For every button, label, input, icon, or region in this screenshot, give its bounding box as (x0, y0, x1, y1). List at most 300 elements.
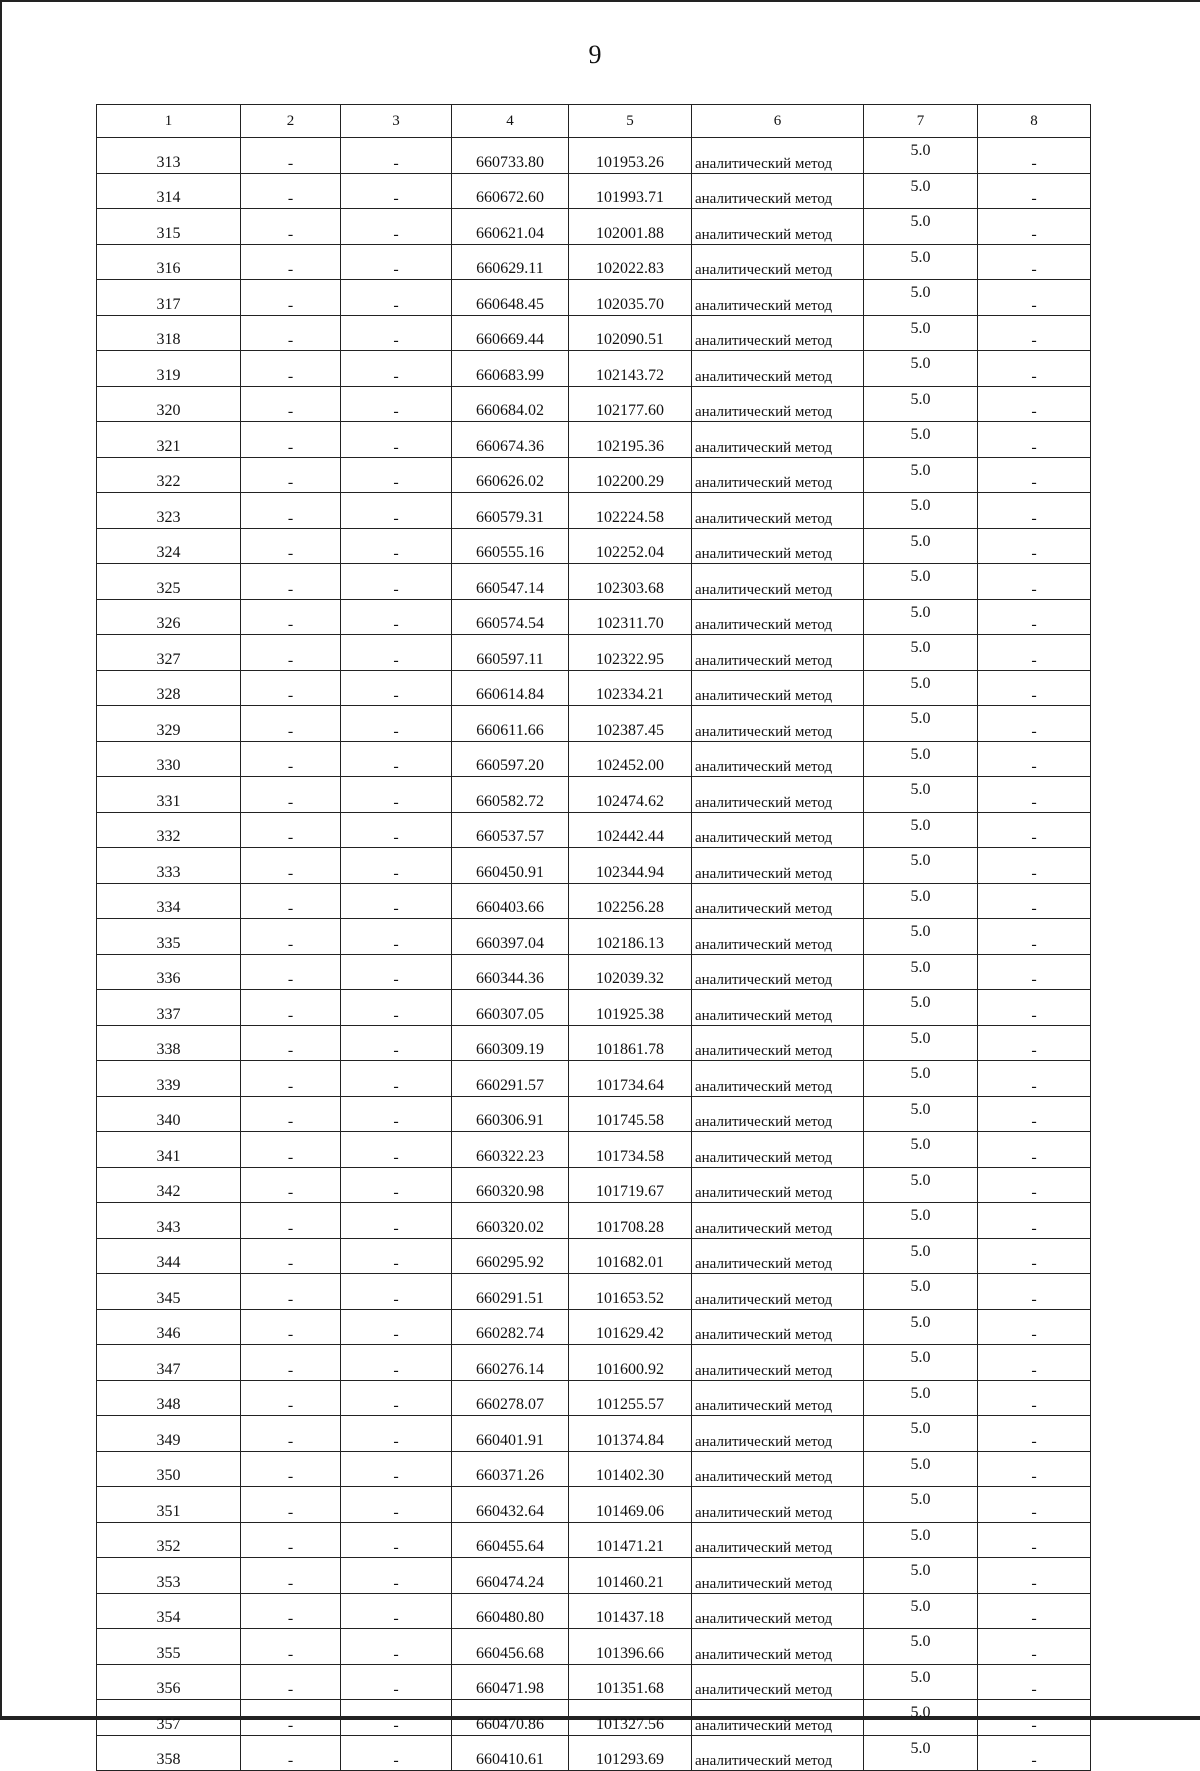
table-row (97, 954, 1091, 990)
col8-cell: - (978, 1025, 1091, 1061)
col8-cell: - (978, 919, 1091, 955)
col8-cell: - (978, 493, 1091, 529)
col3-cell: - (341, 1451, 452, 1487)
col3-cell: - (341, 315, 452, 351)
point-number-cell: 356 (97, 1664, 241, 1700)
point-number-cell: 354 (97, 1593, 241, 1629)
y-coordinate-cell: 102334.21 (569, 670, 692, 706)
table-row (97, 422, 1091, 458)
table-row (97, 1735, 1091, 1771)
point-number-cell: 336 (97, 954, 241, 990)
x-coordinate-cell: 660629.11 (452, 244, 569, 280)
accuracy-cell: 5.0 (864, 1238, 978, 1274)
column-header: 7 (864, 105, 978, 138)
col2-cell: - (241, 1203, 341, 1239)
x-coordinate-cell: 660455.64 (452, 1522, 569, 1558)
col8-cell: - (978, 457, 1091, 493)
col3-cell: - (341, 1593, 452, 1629)
method-cell: аналитический метод (692, 599, 864, 635)
table-row (97, 1025, 1091, 1061)
col3-cell: - (341, 1025, 452, 1061)
y-coordinate-cell: 101351.68 (569, 1664, 692, 1700)
table-row (97, 635, 1091, 671)
method-cell: аналитический метод (692, 280, 864, 316)
accuracy-cell: 5.0 (864, 1664, 978, 1700)
y-coordinate-cell: 101719.67 (569, 1167, 692, 1203)
accuracy-cell: 5.0 (864, 670, 978, 706)
accuracy-cell: 5.0 (864, 209, 978, 245)
col3-cell: - (341, 244, 452, 280)
accuracy-cell: 5.0 (864, 138, 978, 174)
col3-cell: - (341, 1664, 452, 1700)
y-coordinate-cell: 102344.94 (569, 848, 692, 884)
y-coordinate-cell: 101734.64 (569, 1061, 692, 1097)
point-number-cell: 326 (97, 599, 241, 635)
col2-cell: - (241, 670, 341, 706)
x-coordinate-cell: 660669.44 (452, 315, 569, 351)
y-coordinate-cell: 102200.29 (569, 457, 692, 493)
table-row (97, 1700, 1091, 1736)
accuracy-cell: 5.0 (864, 599, 978, 635)
y-coordinate-cell: 102311.70 (569, 599, 692, 635)
col2-cell: - (241, 741, 341, 777)
col8-cell: - (978, 1167, 1091, 1203)
x-coordinate-cell: 660582.72 (452, 777, 569, 813)
x-coordinate-cell: 660733.80 (452, 138, 569, 174)
point-number-cell: 340 (97, 1096, 241, 1132)
col8-cell: - (978, 1593, 1091, 1629)
accuracy-cell: 5.0 (864, 777, 978, 813)
table-row (97, 386, 1091, 422)
method-cell: аналитический метод (692, 741, 864, 777)
point-number-cell: 314 (97, 173, 241, 209)
point-number-cell: 349 (97, 1416, 241, 1452)
accuracy-cell: 5.0 (864, 280, 978, 316)
point-number-cell: 347 (97, 1345, 241, 1381)
accuracy-cell: 5.0 (864, 1735, 978, 1771)
col3-cell: - (341, 1203, 452, 1239)
col3-cell: - (341, 1345, 452, 1381)
col3-cell: - (341, 280, 452, 316)
column-header: 6 (692, 105, 864, 138)
point-number-cell: 332 (97, 812, 241, 848)
col3-cell: - (341, 173, 452, 209)
accuracy-cell: 5.0 (864, 351, 978, 387)
col2-cell: - (241, 635, 341, 671)
point-number-cell: 346 (97, 1309, 241, 1345)
accuracy-cell: 5.0 (864, 954, 978, 990)
point-number-cell: 351 (97, 1487, 241, 1523)
y-coordinate-cell: 102022.83 (569, 244, 692, 280)
col8-cell: - (978, 1522, 1091, 1558)
point-number-cell: 313 (97, 138, 241, 174)
method-cell: аналитический метод (692, 1238, 864, 1274)
x-coordinate-cell: 660579.31 (452, 493, 569, 529)
accuracy-cell: 5.0 (864, 919, 978, 955)
col2-cell: - (241, 528, 341, 564)
col2-cell: - (241, 1416, 341, 1452)
col2-cell: - (241, 493, 341, 529)
y-coordinate-cell: 101708.28 (569, 1203, 692, 1239)
y-coordinate-cell: 102001.88 (569, 209, 692, 245)
table-body (97, 138, 1091, 1771)
accuracy-cell: 5.0 (864, 635, 978, 671)
x-coordinate-cell: 660320.98 (452, 1167, 569, 1203)
col2-cell: - (241, 244, 341, 280)
point-number-cell: 342 (97, 1167, 241, 1203)
method-cell: аналитический метод (692, 1629, 864, 1665)
col2-cell: - (241, 315, 341, 351)
col3-cell: - (341, 741, 452, 777)
y-coordinate-cell: 101327.56 (569, 1700, 692, 1736)
y-coordinate-cell: 102035.70 (569, 280, 692, 316)
col8-cell: - (978, 173, 1091, 209)
x-coordinate-cell: 660403.66 (452, 883, 569, 919)
point-number-cell: 321 (97, 422, 241, 458)
col8-cell: - (978, 1274, 1091, 1310)
method-cell: аналитический метод (692, 315, 864, 351)
point-number-cell: 329 (97, 706, 241, 742)
table-row (97, 919, 1091, 955)
method-cell: аналитический метод (692, 1203, 864, 1239)
y-coordinate-cell: 101734.58 (569, 1132, 692, 1168)
col8-cell: - (978, 1629, 1091, 1665)
table-row (97, 209, 1091, 245)
table-row (97, 564, 1091, 600)
accuracy-cell: 5.0 (864, 1096, 978, 1132)
table-row (97, 741, 1091, 777)
col3-cell: - (341, 919, 452, 955)
accuracy-cell: 5.0 (864, 990, 978, 1026)
x-coordinate-cell: 660683.99 (452, 351, 569, 387)
col2-cell: - (241, 1025, 341, 1061)
y-coordinate-cell: 102039.32 (569, 954, 692, 990)
table-row (97, 1061, 1091, 1097)
table-row (97, 990, 1091, 1026)
col3-cell: - (341, 777, 452, 813)
y-coordinate-cell: 101374.84 (569, 1416, 692, 1452)
method-cell: аналитический метод (692, 777, 864, 813)
col8-cell: - (978, 883, 1091, 919)
table-row (97, 457, 1091, 493)
table-row (97, 1380, 1091, 1416)
table-row (97, 1309, 1091, 1345)
col3-cell: - (341, 138, 452, 174)
y-coordinate-cell: 102452.00 (569, 741, 692, 777)
x-coordinate-cell: 660537.57 (452, 812, 569, 848)
method-cell: аналитический метод (692, 990, 864, 1026)
col3-cell: - (341, 1522, 452, 1558)
col8-cell: - (978, 777, 1091, 813)
method-cell: аналитический метод (692, 1664, 864, 1700)
accuracy-cell: 5.0 (864, 173, 978, 209)
col8-cell: - (978, 599, 1091, 635)
method-cell: аналитический метод (692, 1309, 864, 1345)
col8-cell: - (978, 1487, 1091, 1523)
method-cell: аналитический метод (692, 1700, 864, 1736)
method-cell: аналитический метод (692, 1416, 864, 1452)
x-coordinate-cell: 660626.02 (452, 457, 569, 493)
col8-cell: - (978, 1061, 1091, 1097)
col2-cell: - (241, 173, 341, 209)
col3-cell: - (341, 1380, 452, 1416)
point-number-cell: 337 (97, 990, 241, 1026)
col3-cell: - (341, 1061, 452, 1097)
col8-cell: - (978, 954, 1091, 990)
accuracy-cell: 5.0 (864, 1451, 978, 1487)
table-row (97, 1558, 1091, 1594)
x-coordinate-cell: 660672.60 (452, 173, 569, 209)
x-coordinate-cell: 660410.61 (452, 1735, 569, 1771)
point-number-cell: 345 (97, 1274, 241, 1310)
col2-cell: - (241, 954, 341, 990)
col8-cell: - (978, 741, 1091, 777)
col8-cell: - (978, 812, 1091, 848)
table-row (97, 1238, 1091, 1274)
col2-cell: - (241, 1380, 341, 1416)
point-number-cell: 324 (97, 528, 241, 564)
col8-cell: - (978, 1451, 1091, 1487)
y-coordinate-cell: 102186.13 (569, 919, 692, 955)
col3-cell: - (341, 1096, 452, 1132)
method-cell: аналитический метод (692, 1380, 864, 1416)
table-row (97, 351, 1091, 387)
col2-cell: - (241, 1487, 341, 1523)
accuracy-cell: 5.0 (864, 1061, 978, 1097)
col3-cell: - (341, 848, 452, 884)
point-number-cell: 352 (97, 1522, 241, 1558)
point-number-cell: 333 (97, 848, 241, 884)
y-coordinate-cell: 101469.06 (569, 1487, 692, 1523)
col3-cell: - (341, 812, 452, 848)
y-coordinate-cell: 101460.21 (569, 1558, 692, 1594)
col2-cell: - (241, 1096, 341, 1132)
col8-cell: - (978, 351, 1091, 387)
method-cell: аналитический метод (692, 1451, 864, 1487)
col2-cell: - (241, 1522, 341, 1558)
x-coordinate-cell: 660611.66 (452, 706, 569, 742)
x-coordinate-cell: 660397.04 (452, 919, 569, 955)
point-number-cell: 331 (97, 777, 241, 813)
table-row (97, 244, 1091, 280)
col8-cell: - (978, 138, 1091, 174)
col2-cell: - (241, 1238, 341, 1274)
accuracy-cell: 5.0 (864, 564, 978, 600)
table-row (97, 1487, 1091, 1523)
accuracy-cell: 5.0 (864, 1522, 978, 1558)
y-coordinate-cell: 101255.57 (569, 1380, 692, 1416)
y-coordinate-cell: 101653.52 (569, 1274, 692, 1310)
scan-edge-left (0, 0, 2, 1720)
method-cell: аналитический метод (692, 1167, 864, 1203)
x-coordinate-cell: 660470.86 (452, 1700, 569, 1736)
x-coordinate-cell: 660295.92 (452, 1238, 569, 1274)
col2-cell: - (241, 386, 341, 422)
method-cell: аналитический метод (692, 422, 864, 458)
table-row (97, 173, 1091, 209)
col3-cell: - (341, 1238, 452, 1274)
point-number-cell: 341 (97, 1132, 241, 1168)
col3-cell: - (341, 1700, 452, 1736)
col3-cell: - (341, 990, 452, 1026)
x-coordinate-cell: 660401.91 (452, 1416, 569, 1452)
method-cell: аналитический метод (692, 635, 864, 671)
col2-cell: - (241, 1700, 341, 1736)
col8-cell: - (978, 990, 1091, 1026)
method-cell: аналитический метод (692, 493, 864, 529)
y-coordinate-cell: 102256.28 (569, 883, 692, 919)
col8-cell: - (978, 1558, 1091, 1594)
column-header: 4 (452, 105, 569, 138)
point-number-cell: 355 (97, 1629, 241, 1665)
y-coordinate-cell: 101293.69 (569, 1735, 692, 1771)
method-cell: аналитический метод (692, 1025, 864, 1061)
col2-cell: - (241, 990, 341, 1026)
page-number: 9 (588, 40, 602, 69)
method-cell: аналитический метод (692, 1345, 864, 1381)
y-coordinate-cell: 101471.21 (569, 1522, 692, 1558)
x-coordinate-cell: 660547.14 (452, 564, 569, 600)
y-coordinate-cell: 101629.42 (569, 1309, 692, 1345)
col3-cell: - (341, 1416, 452, 1452)
table-row (97, 1167, 1091, 1203)
y-coordinate-cell: 102090.51 (569, 315, 692, 351)
accuracy-cell: 5.0 (864, 1167, 978, 1203)
accuracy-cell: 5.0 (864, 1345, 978, 1381)
col3-cell: - (341, 883, 452, 919)
col8-cell: - (978, 1700, 1091, 1736)
method-cell: аналитический метод (692, 1593, 864, 1629)
y-coordinate-cell: 101925.38 (569, 990, 692, 1026)
col2-cell: - (241, 1274, 341, 1310)
col8-cell: - (978, 1309, 1091, 1345)
col3-cell: - (341, 422, 452, 458)
col2-cell: - (241, 1061, 341, 1097)
col8-cell: - (978, 706, 1091, 742)
y-coordinate-cell: 102143.72 (569, 351, 692, 387)
method-cell: аналитический метод (692, 528, 864, 564)
table-row (97, 1096, 1091, 1132)
col8-cell: - (978, 1416, 1091, 1452)
col2-cell: - (241, 848, 341, 884)
col2-cell: - (241, 1132, 341, 1168)
table-row (97, 1274, 1091, 1310)
table-row (97, 1451, 1091, 1487)
x-coordinate-cell: 660307.05 (452, 990, 569, 1026)
col2-cell: - (241, 422, 341, 458)
col8-cell: - (978, 635, 1091, 671)
col2-cell: - (241, 351, 341, 387)
col2-cell: - (241, 1309, 341, 1345)
col8-cell: - (978, 422, 1091, 458)
col2-cell: - (241, 1167, 341, 1203)
y-coordinate-cell: 102303.68 (569, 564, 692, 600)
table-row (97, 280, 1091, 316)
x-coordinate-cell: 660471.98 (452, 1664, 569, 1700)
method-cell: аналитический метод (692, 670, 864, 706)
y-coordinate-cell: 101402.30 (569, 1451, 692, 1487)
accuracy-cell: 5.0 (864, 1025, 978, 1061)
y-coordinate-cell: 101745.58 (569, 1096, 692, 1132)
x-coordinate-cell: 660684.02 (452, 386, 569, 422)
table-row (97, 848, 1091, 884)
accuracy-cell: 5.0 (864, 244, 978, 280)
col8-cell: - (978, 244, 1091, 280)
col2-cell: - (241, 1629, 341, 1665)
method-cell: аналитический метод (692, 564, 864, 600)
table-row (97, 493, 1091, 529)
y-coordinate-cell: 102442.44 (569, 812, 692, 848)
method-cell: аналитический метод (692, 244, 864, 280)
y-coordinate-cell: 102387.45 (569, 706, 692, 742)
x-coordinate-cell: 660621.04 (452, 209, 569, 245)
table-row (97, 1629, 1091, 1665)
point-number-cell: 325 (97, 564, 241, 600)
accuracy-cell: 5.0 (864, 315, 978, 351)
method-cell: аналитический метод (692, 351, 864, 387)
col8-cell: - (978, 1203, 1091, 1239)
method-cell: аналитический метод (692, 457, 864, 493)
point-number-cell: 353 (97, 1558, 241, 1594)
accuracy-cell: 5.0 (864, 741, 978, 777)
x-coordinate-cell: 660322.23 (452, 1132, 569, 1168)
point-number-cell: 338 (97, 1025, 241, 1061)
col8-cell: - (978, 315, 1091, 351)
accuracy-cell: 5.0 (864, 1593, 978, 1629)
col8-cell: - (978, 670, 1091, 706)
accuracy-cell: 5.0 (864, 1380, 978, 1416)
method-cell: аналитический метод (692, 706, 864, 742)
col8-cell: - (978, 386, 1091, 422)
x-coordinate-cell: 660309.19 (452, 1025, 569, 1061)
method-cell: аналитический метод (692, 919, 864, 955)
col3-cell: - (341, 1309, 452, 1345)
x-coordinate-cell: 660276.14 (452, 1345, 569, 1381)
col2-cell: - (241, 457, 341, 493)
table-row (97, 812, 1091, 848)
col8-cell: - (978, 1345, 1091, 1381)
point-number-cell: 339 (97, 1061, 241, 1097)
col3-cell: - (341, 351, 452, 387)
col2-cell: - (241, 777, 341, 813)
method-cell: аналитический метод (692, 848, 864, 884)
col3-cell: - (341, 564, 452, 600)
col8-cell: - (978, 1238, 1091, 1274)
col3-cell: - (341, 1629, 452, 1665)
x-coordinate-cell: 660291.57 (452, 1061, 569, 1097)
table-row (97, 1203, 1091, 1239)
col2-cell: - (241, 1593, 341, 1629)
y-coordinate-cell: 102474.62 (569, 777, 692, 813)
col8-cell: - (978, 1096, 1091, 1132)
accuracy-cell: 5.0 (864, 1309, 978, 1345)
method-cell: аналитический метод (692, 173, 864, 209)
col3-cell: - (341, 954, 452, 990)
x-coordinate-cell: 660450.91 (452, 848, 569, 884)
x-coordinate-cell: 660278.07 (452, 1380, 569, 1416)
col3-cell: - (341, 493, 452, 529)
accuracy-cell: 5.0 (864, 422, 978, 458)
x-coordinate-cell: 660555.16 (452, 528, 569, 564)
method-cell: аналитический метод (692, 138, 864, 174)
method-cell: аналитический метод (692, 1096, 864, 1132)
point-number-cell: 327 (97, 635, 241, 671)
col3-cell: - (341, 1558, 452, 1594)
point-number-cell: 358 (97, 1735, 241, 1771)
y-coordinate-cell: 101600.92 (569, 1345, 692, 1381)
col8-cell: - (978, 1380, 1091, 1416)
point-number-cell: 328 (97, 670, 241, 706)
